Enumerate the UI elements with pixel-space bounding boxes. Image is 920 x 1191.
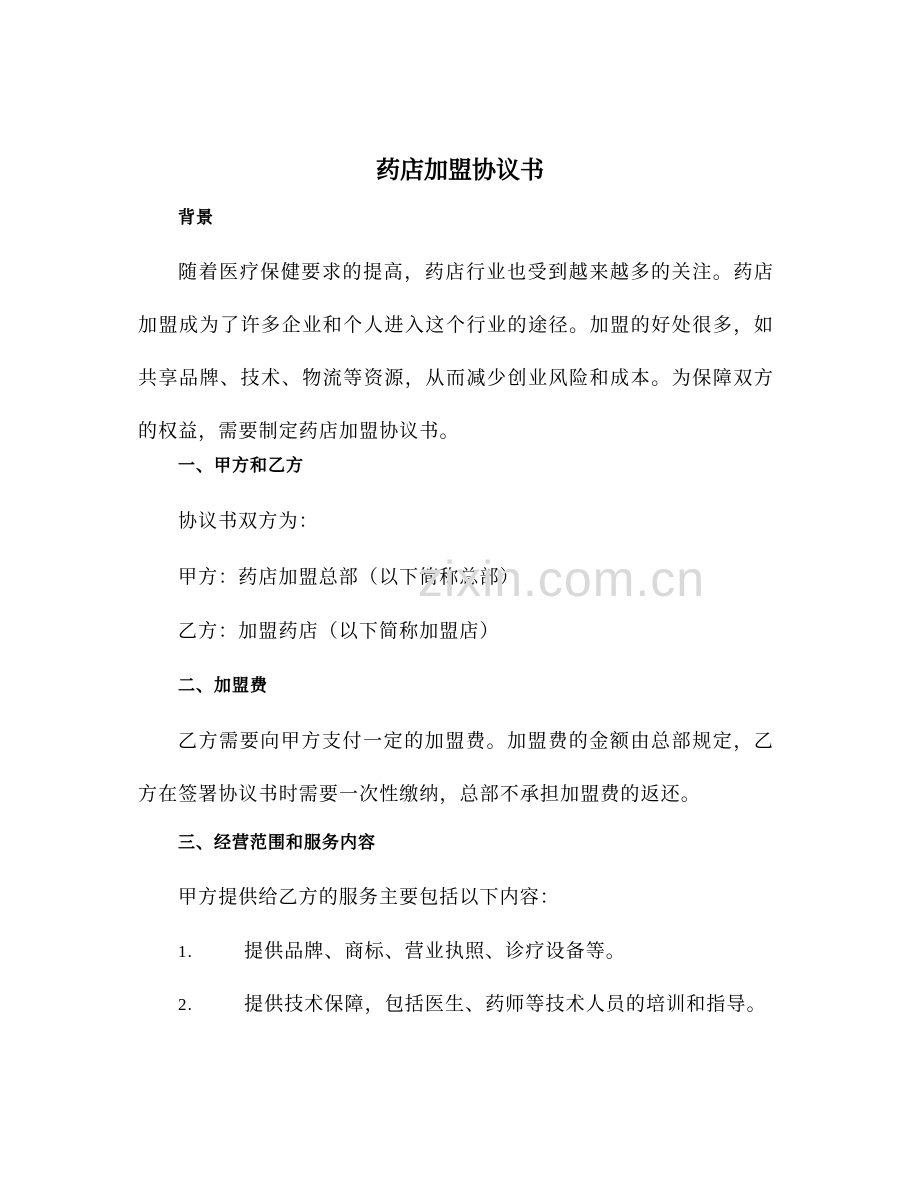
section1-intro: 协议书双方为：: [178, 510, 319, 532]
background-heading: 背景: [178, 208, 214, 228]
list-item-text: 提供品牌、商标、营业执照、诊疗设备等。: [244, 940, 626, 962]
section2-heading: 二、加盟费: [178, 676, 268, 696]
list-item-number: 2.: [178, 995, 193, 1014]
section3-heading: 三、经营范围和服务内容: [178, 833, 376, 853]
watermark-text: zixin.com.cn: [418, 551, 706, 607]
section3-intro: 甲方提供给乙方的服务主要包括以下内容：: [178, 886, 560, 908]
list-item: [138, 978, 774, 1031]
party-b-line: 乙方：加盟药店（以下简称加盟店）: [178, 620, 500, 642]
background-paragraph: 随着医疗保健要求的提高，药店行业也受到越来越多的关注。药店加盟成为了许多企业和个人进入这个行业的途径。加盟的好处很多，如共享品牌、技术、物流等资源，从而减少创业风险和成本。为保障双方的权益，需要制定药店加盟协议书。: [138, 261, 774, 442]
list-item-number: 1.: [178, 942, 193, 961]
document-title: 药店加盟协议书: [376, 156, 544, 184]
list-item-text: 提供技术保障，包括医生、药师等技术人员的培训和指导。: [244, 993, 767, 1015]
list-item: [138, 925, 774, 978]
section2-paragraph: 乙方需要向甲方支付一定的加盟费。加盟费的金额由总部规定，乙方在签署协议书时需要一次性缴纳，总部不承担加盟费的返还。: [138, 730, 774, 805]
party-a-line: 甲方：药店加盟总部（以下简称总部）: [178, 566, 520, 588]
section1-heading: 一、甲方和乙方: [178, 456, 304, 476]
